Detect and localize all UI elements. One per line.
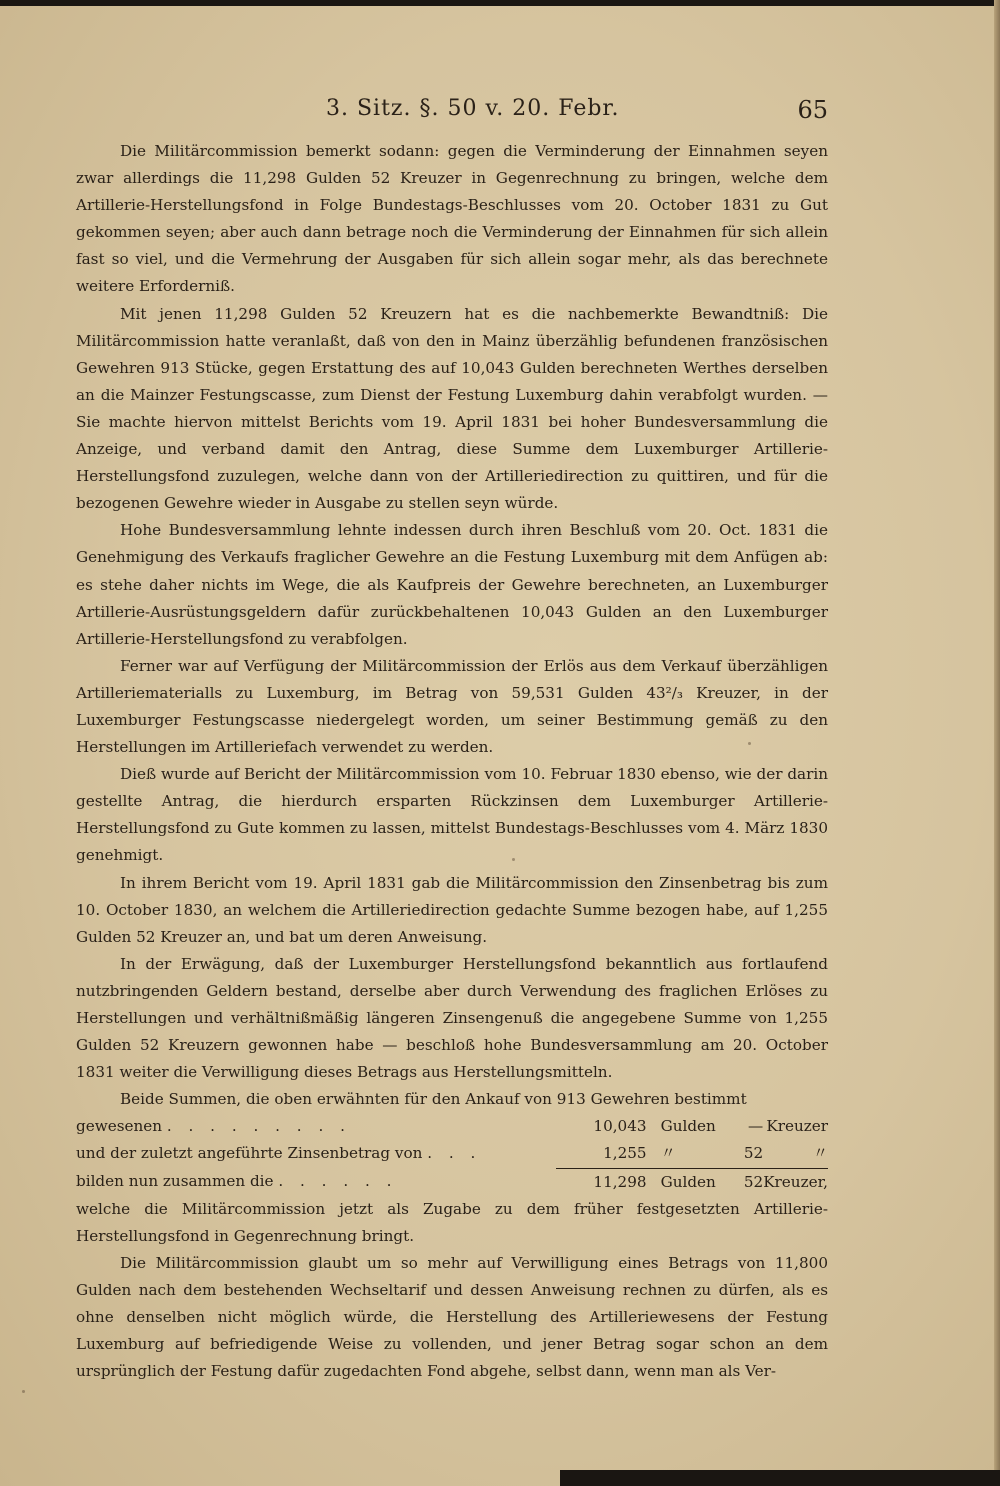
paragraph-4: Ferner war auf Verfügung der Militärcommission der Erlös aus dem Verkauf überzähligen Artilleriematerialls zu Luxemburg, im Betrag von 59,531 Gulden 43²/₃ Kreuzer, in der Luxemburger Festungscasse niedergelegt worden, um seiner Bestimmung gemäß zu den Herstellungen im Artilleriefach verwendet zu werden. — [76, 656, 828, 757]
paragraph-6: In ihrem Bericht vom 19. April 1831 gab die Militärcommission den Zinsenbetrag bis zum 10. October 1830, an welchem die Artilleriedirection gedachte Summe bezogen habe, auf 1,255 Gulden 52 Kreuzer an, und bat um deren Anweisung. — [76, 873, 828, 946]
paper-speck — [22, 1390, 25, 1393]
sums-row-kreuzer-unit: Kreuzer, — [763, 1168, 828, 1196]
sums-row — [76, 1140, 828, 1168]
sums-intro: Beide Summen, die oben erwähnten für den Ankauf von 913 Gewehren bestimmt — [120, 1090, 747, 1109]
paragraph-7: In der Erwägung, daß der Luxemburger Herstellungsfond bekanntlich aus fortlaufend nutzbringenden Geldern bestand, derselbe aber durch Verwendung des fraglichen Erlöses zu Herstellungen und verhältnißmäßig längeren Zinsengenuß die angegebene Summe von 1,255 Gulden 52 Kreuzern gewonnen habe — beschloß hohe Bundesversammlung am 20. October 1831 weiter die Verwilligung dieses Betrags aus Herstellungsmitteln. — [76, 954, 828, 1082]
running-title: 3. Sitz. §. 50 v. 20. Febr. — [326, 96, 620, 121]
sums-table — [76, 1113, 828, 1195]
sums-row-kreuzer: 52 — [743, 1144, 764, 1163]
scan-edge-bottom — [560, 1470, 1000, 1486]
closing-paragraph: Die Militärcommission glaubt um so mehr auf Verwilligung eines Betrags von 11,800 Gulden nach dem bestehenden Wechseltarif und dessen Anweisung rechnen zu dürfen, als es ohne denselben nicht möglich würde, die Herstellung des Artilleriewesens der Festung Luxemburg auf befriedigende Weise zu vollenden, und jener Betrag sogar schon an dem ursprünglich der Festung dafür zugedachten Fond abgehe, selbst dann, wenn man als Ver- — [76, 1253, 828, 1381]
sums-row-unit: 〃 — [660, 1144, 676, 1163]
sums-row-label: gewesenen — [76, 1117, 163, 1136]
sums-total-row — [76, 1168, 828, 1196]
paragraph-2: Mit jenen 11,298 Gulden 52 Kreuzern hat es die nachbemerkte Bewandtniß: Die Militärcommission hatte veranlaßt, daß von den in Mainz überzählig befundenen französischen Gewehren 913 Stücke, gegen Erstattung des auf 10,043 Gulden berechneten Werthes derselben an die Mainzer Festungscasse, zum Dienst der Festung Luxemburg dahin verabfolgt wurden. — Sie machte hiervon mittelst Berichts vom 19. April 1831 bei hoher Bundesversammlung die Anzeige, und verband damit den Antrag, diese Summe dem Luxemburger Artillerie-Herstellungsfond zuzulegen, welche dann von der Artilleriedirection zu quittiren, und für die bezogenen Gewehre wieder in Ausgabe zu stellen seyn würde. — [76, 304, 828, 513]
paragraph-5: Dieß wurde auf Bericht der Militärcommission vom 10. Februar 1830 ebenso, wie der darin gestellte Antrag, die hierdurch ersparten Rückzinsen dem Luxemburger Artillerie-Herstellungsfond zu Gute kommen zu lassen, mittelst Bundestags-Beschlusses vom 4. März 1830 genehmigt. — [76, 765, 828, 865]
sums-row-label: bilden nun zusammen die — [76, 1172, 274, 1191]
sums-row-unit: Gulden — [655, 1168, 728, 1196]
leader-dots: . . . . . . — [278, 1172, 398, 1191]
sums-after: welche die Militärcommission jetzt als Zugabe zu dem früher festgesetzten Artillerie-Herstellungsfond in Gegenrechnung bringt. — [76, 1199, 828, 1245]
leader-dots: . . . . . . . . . — [166, 1117, 351, 1136]
paper-speck — [512, 858, 515, 861]
paragraph-3: Hohe Bundesversammlung lehnte indessen durch ihren Beschluß vom 20. Oct. 1831 die Genehmigung des Verkaufs fraglicher Gewehre an die Festung Luxemburg mit dem Anfügen ab: es stehe daher nichts im Wege, die als Kaufpreis der Gewehre berechneten, an Luxemburger Artillerie-Ausrüstungsgeldern dafür zurückbehaltenen 10,043 Gulden an den Luxemburger Artillerie-Herstellungsfond zu verabfolgen. — [76, 521, 828, 648]
sums-row-unit: Gulden — [660, 1117, 716, 1136]
sums-row-kreuzer-unit: Kreuzer — [766, 1117, 828, 1136]
sums-row — [76, 1113, 828, 1140]
sums-row-kreuzer-unit: 〃 — [812, 1144, 828, 1163]
page-header — [76, 96, 828, 124]
leader-dots: . . . — [427, 1144, 482, 1163]
paragraph-1: Die Militärcommission bemerkt sodann: gegen die Verminderung der Einnahmen seyen zwar allerdings die 11,298 Gulden 52 Kreuzer in Gegenrechnung zu bringen, welche dem Artillerie-Herstellungsfond in Folge Bundestags-Beschlusses vom 20. October 1831 zu Gut gekommen seyen; aber auch dann betrage noch die Verminderung der Einnahmen für sich allein fast so viel, und die Vermehrung der Ausgaben für sich allein sogar mehr, als das berechnete weitere Erforderniß. — [76, 142, 828, 296]
sums-row-amount: 1,255 — [603, 1144, 647, 1163]
sums-row-kreuzer: — — [747, 1117, 764, 1136]
sums-row-amount: 11,298 — [556, 1168, 654, 1196]
page-number: 65 — [797, 96, 828, 124]
sums-row-kreuzer: 52 — [727, 1168, 763, 1196]
scan-edge-right — [994, 0, 1000, 1486]
scan-edge-top — [0, 0, 1000, 6]
paper-speck — [748, 742, 751, 745]
sums-row-amount: 10,043 — [593, 1117, 647, 1136]
sums-row-label: und der zuletzt angeführte Zinsenbetrag von — [76, 1144, 423, 1163]
page-body — [76, 138, 828, 1385]
